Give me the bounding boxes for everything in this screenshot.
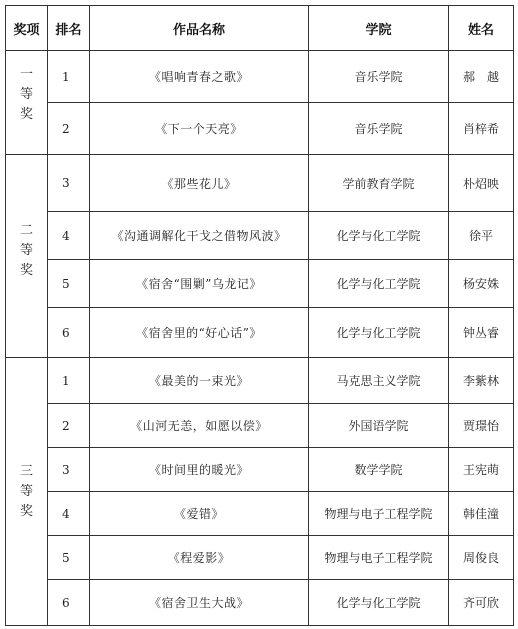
rank-cell: 4 (48, 212, 90, 260)
table-row (6, 358, 514, 404)
table-row (6, 103, 514, 155)
work-title-cell: 《宿舍“围剿”乌龙记》 (90, 260, 309, 308)
header-college: 学院 (309, 6, 449, 51)
college-cell: 数学学院 (309, 448, 449, 492)
work-title-cell: 《唱响青春之歌》 (90, 51, 309, 103)
work-title-cell: 《程爱影》 (90, 536, 309, 580)
college-cell: 马克思主义学院 (309, 358, 449, 404)
rank-cell: 2 (48, 404, 90, 448)
student-name-cell: 王宪萌 (449, 448, 514, 492)
college-cell: 物理与电子工程学院 (309, 492, 449, 536)
work-title-cell: 《最美的一束光》 (90, 358, 309, 404)
table-row (6, 448, 514, 492)
table-row (6, 580, 514, 626)
work-title-cell: 《山河无恙，如愿以偿》 (90, 404, 309, 448)
table-row (6, 404, 514, 448)
student-name-cell: 朴炤映 (449, 155, 514, 212)
student-name-cell: 周俊良 (449, 536, 514, 580)
table-header-row (6, 6, 514, 51)
rank-cell: 6 (48, 580, 90, 626)
rank-cell: 3 (48, 155, 90, 212)
table-row (6, 155, 514, 212)
awards-table (5, 5, 514, 626)
student-name-cell: 钟丛睿 (449, 308, 514, 358)
college-cell: 化学与化工学院 (309, 260, 449, 308)
prize-cell-second (6, 155, 48, 358)
student-name-cell: 杨安姝 (449, 260, 514, 308)
table-row (6, 536, 514, 580)
table-row (6, 51, 514, 103)
prize-label: 二等奖 (19, 223, 33, 278)
rank-cell: 2 (48, 103, 90, 155)
student-name-cell: 肖梓希 (449, 103, 514, 155)
rank-cell: 5 (48, 536, 90, 580)
prize-cell-first (6, 51, 48, 155)
college-cell: 物理与电子工程学院 (309, 536, 449, 580)
college-cell: 外国语学院 (309, 404, 449, 448)
college-cell: 音乐学院 (309, 51, 449, 103)
table-row (6, 212, 514, 260)
rank-cell: 4 (48, 492, 90, 536)
college-cell: 学前教育学院 (309, 155, 449, 212)
header-name: 姓名 (449, 6, 514, 51)
prize-label: 三等奖 (19, 464, 33, 519)
student-name-cell: 李紫林 (449, 358, 514, 404)
work-title-cell: 《宿舍卫生大战》 (90, 580, 309, 626)
rank-cell: 5 (48, 260, 90, 308)
table-row (6, 308, 514, 358)
college-cell: 化学与化工学院 (309, 580, 449, 626)
college-cell: 化学与化工学院 (309, 308, 449, 358)
work-title-cell: 《宿舍里的“好心话”》 (90, 308, 309, 358)
table-row (6, 260, 514, 308)
prize-cell-third (6, 358, 48, 626)
work-title-cell: 《时间里的暖光》 (90, 448, 309, 492)
rank-cell: 1 (48, 51, 90, 103)
rank-cell: 1 (48, 358, 90, 404)
student-name-cell: 贾璟怡 (449, 404, 514, 448)
college-cell: 化学与化工学院 (309, 212, 449, 260)
rank-cell: 6 (48, 308, 90, 358)
work-title-cell: 《沟通调解化干戈之借物风波》 (90, 212, 309, 260)
work-title-cell: 《爱错》 (90, 492, 309, 536)
rank-cell: 3 (48, 448, 90, 492)
header-rank: 排名 (48, 6, 90, 51)
header-prize: 奖项 (6, 6, 48, 51)
header-work-title: 作品名称 (90, 6, 309, 51)
table-row (6, 492, 514, 536)
work-title-cell: 《那些花儿》 (90, 155, 309, 212)
student-name-cell: 郝 越 (449, 51, 514, 103)
student-name-cell: 徐平 (449, 212, 514, 260)
student-name-cell: 齐可欣 (449, 580, 514, 626)
work-title-cell: 《下一个天亮》 (90, 103, 309, 155)
prize-label: 一等奖 (19, 67, 33, 122)
college-cell: 音乐学院 (309, 103, 449, 155)
student-name-cell: 韩佳潼 (449, 492, 514, 536)
